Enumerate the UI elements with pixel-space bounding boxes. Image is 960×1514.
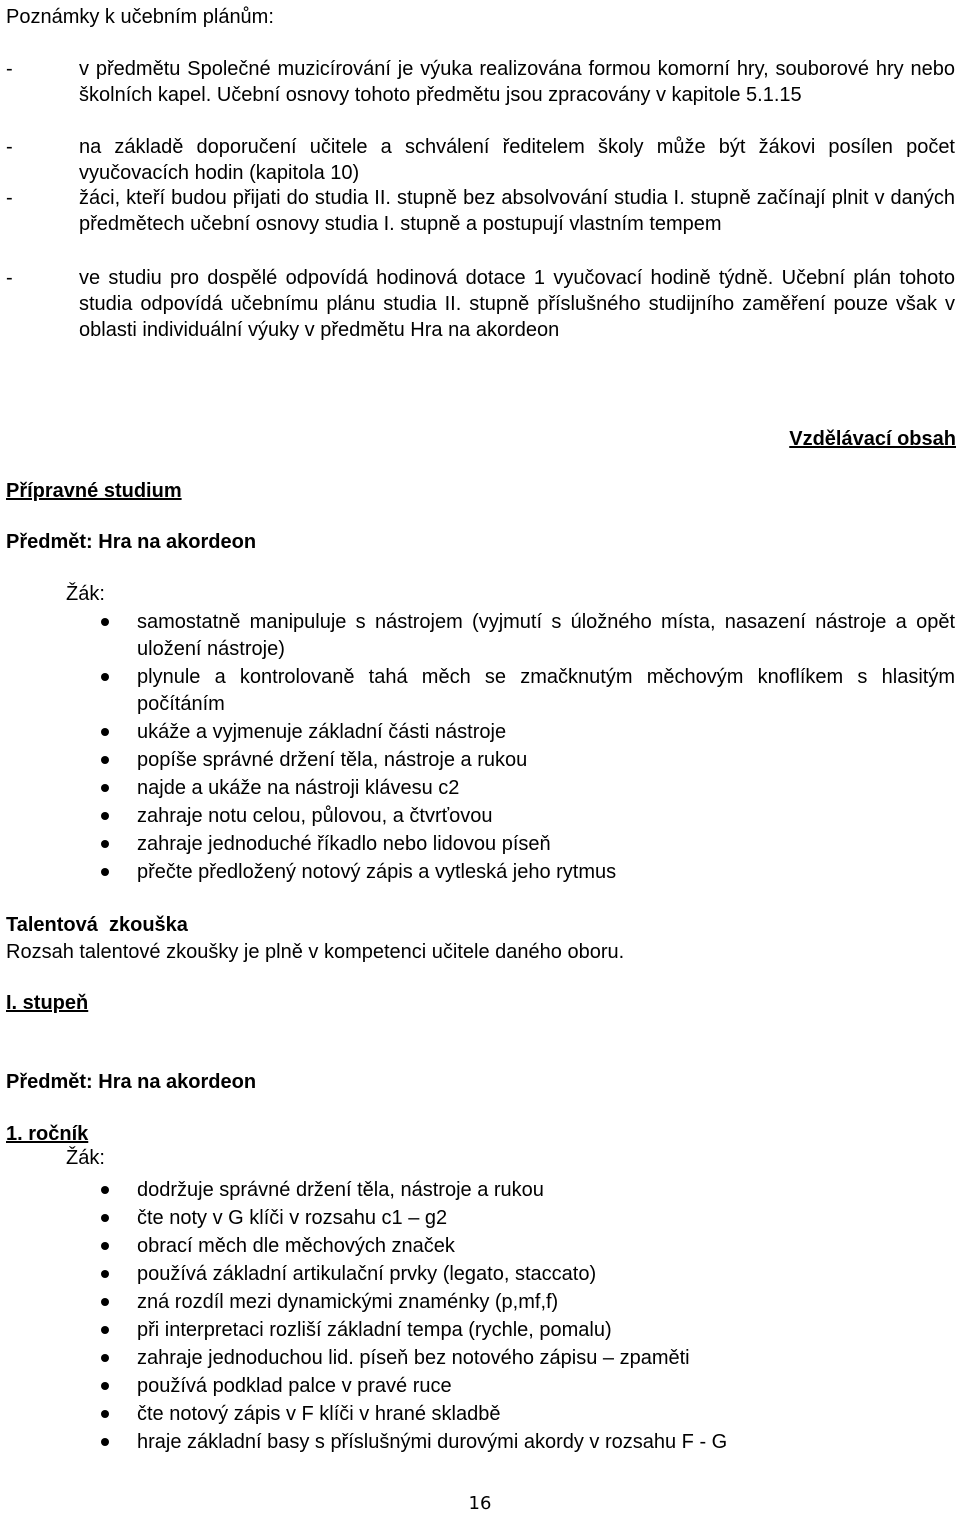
bullet-dot (101, 1242, 109, 1250)
first-level-subject: Předmět: Hra na akordeon (6, 1071, 257, 1093)
bullet-dot (101, 1354, 109, 1362)
content-heading: Vzdělávací obsah (789, 428, 956, 450)
preparatory-title: Přípravné studium (6, 480, 182, 502)
list-item-text: zahraje jednoduchou lid. píseň bez notového zápisu – zpaměti (137, 1347, 690, 1369)
list-item-text: hraje základní basy s příslušnými durovými akordy v rozsahu F - G (137, 1431, 728, 1453)
list-item (0, 609, 955, 663)
list-item-text: najde a ukáže na nástroji klávesu c2 (137, 777, 460, 799)
bullet-dot (101, 784, 109, 792)
bullet-dot (101, 812, 109, 820)
list-item (0, 859, 955, 886)
bullet-dot (101, 728, 109, 736)
list-item-text: obrací měch dle měchových značek (137, 1235, 455, 1257)
note-text: ve studiu pro dospělé odpovídá hodinová dotace 1 vyučovací hodině týdně. Učební plán tohoto studia odpovídá učebnímu plánu studia II. stupně příslušného studijního zaměření pouze však v oblasti individuální výuky v předmětu Hra na akordeon (79, 267, 955, 341)
first-level-title: I. stupeň (6, 992, 89, 1014)
bullet-dot (101, 1326, 109, 1334)
list-item (0, 1204, 955, 1232)
bullet-dot (101, 1382, 109, 1390)
bullet-dot (101, 1186, 109, 1194)
list-item (0, 1428, 955, 1456)
list-item-text: ukáže a vyjmenuje základní části nástroje (137, 721, 507, 743)
page-number: 16 (468, 1493, 492, 1514)
list-item (0, 747, 955, 774)
bullet-dot (101, 1298, 109, 1306)
note-dash: - (6, 267, 13, 289)
note-item (6, 265, 955, 343)
list-item (0, 1372, 955, 1400)
list-item-text: plynule a kontrolovaně tahá měch se zmačknutým měchovým knoflíkem s hlasitým počítáním (137, 666, 955, 715)
bullet-dot (101, 756, 109, 764)
list-item (0, 1260, 955, 1288)
preparatory-subject: Předmět: Hra na akordeon (6, 531, 257, 553)
list-item-text: zná rozdíl mezi dynamickými znaménky (p,mf,f) (137, 1291, 559, 1313)
list-item-text: zahraje notu celou, půlovou, a čtvrťovou (137, 805, 493, 827)
preparatory-pupil-label: Žák: (66, 583, 105, 605)
list-item-text: používá základní artikulační prvky (legato, staccato) (137, 1263, 597, 1285)
bullet-dot (101, 618, 109, 626)
list-item (0, 1232, 955, 1260)
note-dash: - (6, 58, 13, 80)
bullet-dot (101, 1270, 109, 1278)
note-text: žáci, kteří budou přijati do studia II. stupně bez absolvování studia I. stupně začínají plnit v daných předmětech učební osnovy studia I. stupně a postupují vlastním tempem (79, 187, 955, 235)
preparatory-outcomes-list (0, 609, 955, 887)
note-item (6, 185, 955, 237)
talent-exam-title: Talentová zkouška (6, 914, 188, 936)
bullet-dot (101, 1410, 109, 1418)
list-item-text: používá podklad palce v pravé ruce (137, 1375, 452, 1397)
first-grade-outcomes-list (0, 1176, 955, 1456)
bullet-dot (101, 1214, 109, 1222)
bullet-dot (101, 673, 109, 681)
first-level-pupil-label: Žák: (66, 1147, 105, 1169)
note-item (6, 56, 955, 108)
talent-exam-text: Rozsah talentové zkoušky je plně v kompetenci učitele daného oboru. (6, 941, 625, 963)
list-item (0, 1344, 955, 1372)
list-item (0, 1288, 955, 1316)
list-item (0, 664, 955, 718)
list-item-text: popíše správné držení těla, nástroje a rukou (137, 749, 528, 771)
list-item-text: přečte předložený notový zápis a vytleská jeho rytmus (137, 861, 617, 883)
note-dash: - (6, 187, 13, 209)
note-dash: - (6, 136, 13, 158)
grade-title: 1. ročník (6, 1123, 89, 1145)
list-item (0, 775, 955, 802)
list-item-text: čte noty v G klíči v rozsahu c1 – g2 (137, 1207, 448, 1229)
list-item (0, 1316, 955, 1344)
list-item (0, 719, 955, 746)
bullet-dot (101, 1438, 109, 1446)
list-item (0, 1176, 955, 1204)
list-item-text: samostatně manipuluje s nástrojem (vyjmutí s úložného místa, nasazení nástroje a opět uložení nástroje) (137, 611, 955, 660)
notes-heading: Poznámky k učebním plánům: (6, 6, 274, 28)
list-item (0, 803, 955, 830)
list-item-text: při interpretaci rozliší základní tempa (rychle, pomalu) (137, 1319, 612, 1341)
list-item-text: čte notový zápis v F klíči v hrané skladbě (137, 1403, 501, 1425)
note-item (6, 134, 955, 186)
list-item-text: dodržuje správné držení těla, nástroje a rukou (137, 1179, 544, 1201)
note-text: na základě doporučení učitele a schválení ředitelem školy může být žákovi posílen počet vyučovacích hodin (kapitola 10) (79, 136, 955, 184)
note-text: v předmětu Společné muzicírování je výuka realizována formou komorní hry, souborové hry nebo školních kapel. Učební osnovy tohoto předmětu jsou zpracovány v kapitole 5.1.15 (79, 58, 955, 106)
list-item-text: zahraje jednoduché říkadlo nebo lidovou píseň (137, 833, 551, 855)
bullet-dot (101, 840, 109, 848)
list-item (0, 1400, 955, 1428)
bullet-dot (101, 868, 109, 876)
list-item (0, 831, 955, 858)
